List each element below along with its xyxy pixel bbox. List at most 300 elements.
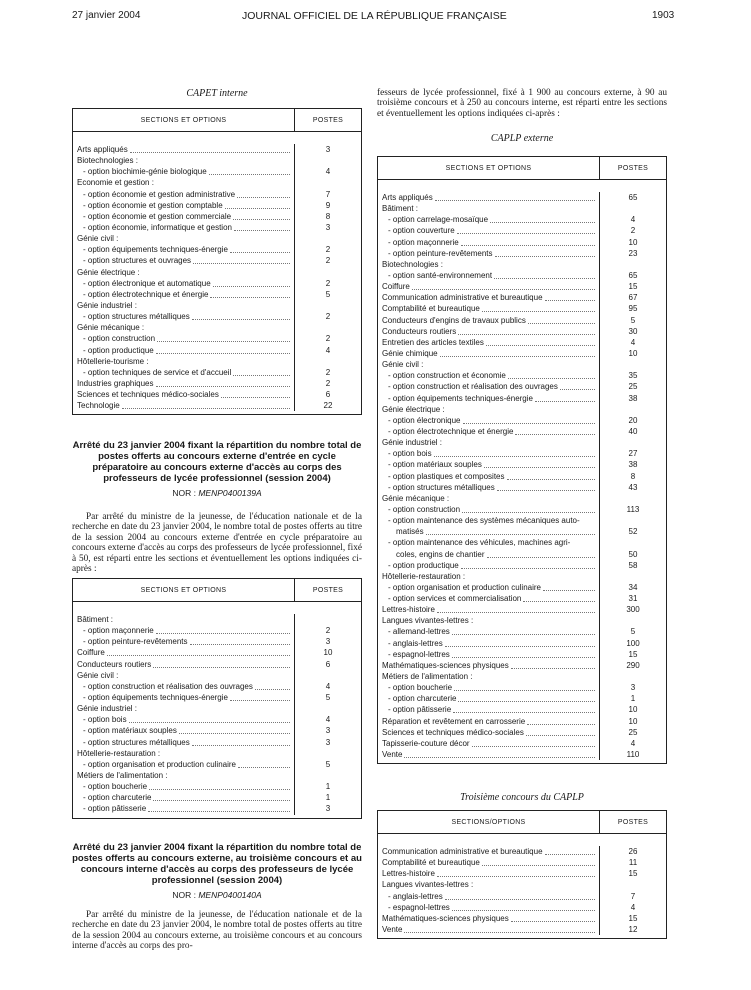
row-value: 40 xyxy=(628,426,638,436)
row-label: - option structures et ouvrages xyxy=(83,256,192,266)
row-value xyxy=(600,671,666,682)
row-label: Sciences et techniques médico-sociales xyxy=(382,727,524,737)
dot-leader xyxy=(461,237,595,246)
table-row xyxy=(77,278,290,289)
row-label: - option matériaux souples xyxy=(388,460,482,470)
dot-leader xyxy=(237,189,290,198)
table1-col-sections: SECTIONS ET OPTIONS xyxy=(73,109,295,131)
table-row xyxy=(77,155,290,166)
table-row xyxy=(77,267,290,278)
table-row xyxy=(77,255,290,266)
row-label: - option électrotechnique et énergie xyxy=(388,426,514,436)
table-row xyxy=(382,891,595,902)
table-row xyxy=(77,692,290,703)
dot-leader xyxy=(482,857,595,866)
row-label: Métiers de l'alimentation : xyxy=(77,770,168,780)
dot-leader xyxy=(129,714,290,723)
row-label: Hôtellerie-tourisme : xyxy=(77,356,149,366)
left-column xyxy=(72,88,362,99)
row-value: 11 xyxy=(628,858,638,868)
table-row xyxy=(382,593,595,604)
row-value xyxy=(600,359,666,370)
dot-leader xyxy=(452,626,595,635)
table-row xyxy=(77,333,290,344)
row-value xyxy=(295,748,361,759)
table-cycle-preparatoire xyxy=(72,578,362,819)
row-value: 2 xyxy=(325,256,331,266)
table-row xyxy=(382,604,595,615)
table-row xyxy=(382,203,595,214)
row-label: Communication administrative et bureautique xyxy=(382,847,543,856)
table-row xyxy=(77,681,290,692)
row-label: - option électronique xyxy=(388,415,461,425)
row-value: 15 xyxy=(628,649,638,659)
row-value: 43 xyxy=(628,482,638,492)
row-label: - option peinture-revêtements xyxy=(388,248,493,258)
table-row xyxy=(77,703,290,714)
row-value: 300 xyxy=(626,605,640,615)
row-value: 38 xyxy=(628,460,638,470)
row-label: Communication administrative et bureautique xyxy=(382,293,543,303)
table2-names xyxy=(73,614,295,815)
row-label: - option équipements techniques-énergie xyxy=(83,692,228,702)
table-row xyxy=(77,144,290,155)
row-label: Génie électrique : xyxy=(382,404,445,414)
row-value xyxy=(295,177,361,188)
table-row xyxy=(77,400,290,411)
row-label: coles, engins de chantier xyxy=(396,549,485,559)
row-label: - option structures métalliques xyxy=(388,482,495,492)
row-label: - option maintenance des systèmes mécaniques auto- xyxy=(388,516,580,526)
table-row xyxy=(382,393,595,404)
dot-leader xyxy=(437,868,595,877)
row-label: - option économie et gestion administrative xyxy=(83,189,236,199)
row-label: - option structures métalliques xyxy=(83,312,190,322)
row-value: 12 xyxy=(628,924,638,934)
row-label: - allemand-lettres xyxy=(388,627,450,637)
table4-col-postes: POSTES xyxy=(617,818,649,826)
row-label: Entretien des articles textiles xyxy=(382,337,484,347)
row-value xyxy=(600,879,666,890)
table-row xyxy=(382,571,595,582)
table-row xyxy=(382,727,595,738)
row-value: 34 xyxy=(628,582,638,592)
table-row xyxy=(77,300,290,311)
right-column xyxy=(377,88,667,144)
table-row xyxy=(77,625,290,636)
row-label: - option couverture xyxy=(388,226,455,236)
dot-leader xyxy=(543,582,595,591)
row-label: - option économie, informatique et gestion xyxy=(83,222,232,232)
table1-values xyxy=(295,144,361,411)
row-value: 3 xyxy=(325,804,331,814)
dot-leader xyxy=(156,625,290,634)
dot-leader xyxy=(437,604,595,613)
table-row xyxy=(382,459,595,470)
row-label: - option électrotechnique et énergie xyxy=(83,289,209,299)
table-row xyxy=(382,749,595,760)
row-label: Vente xyxy=(382,750,403,760)
row-label: - option boucherie xyxy=(388,683,453,693)
row-value: 23 xyxy=(628,248,638,258)
header-page-number: 1903 xyxy=(652,10,675,21)
arrete2-nor: NOR : MENP0400140A xyxy=(172,890,262,900)
dot-leader xyxy=(484,459,595,468)
row-label: - option équipements techniques-énergie xyxy=(83,245,228,255)
table-row xyxy=(382,693,595,704)
row-value: 58 xyxy=(628,560,638,570)
row-value: 2 xyxy=(325,278,331,288)
row-value: 65 xyxy=(628,193,638,202)
row-value: 100 xyxy=(626,638,640,648)
table-row xyxy=(77,647,290,658)
table-row xyxy=(382,337,595,348)
table-row xyxy=(77,367,290,378)
table-row xyxy=(382,248,595,259)
dot-leader xyxy=(192,737,290,746)
table-row xyxy=(382,415,595,426)
dot-leader xyxy=(148,803,290,812)
table-row xyxy=(77,200,290,211)
row-label: - option économie et gestion comptable xyxy=(83,200,223,210)
row-value: 35 xyxy=(628,371,638,381)
row-label: - option structures métalliques xyxy=(83,737,190,747)
table4-values xyxy=(600,846,666,935)
table-row xyxy=(382,404,595,415)
row-label: Hôtellerie-restauration : xyxy=(77,748,161,758)
row-label: - option services et commercialisation xyxy=(388,594,522,604)
row-value: 4 xyxy=(630,215,636,225)
row-label: Mathématiques-sciences physiques xyxy=(382,660,509,670)
row-value: 50 xyxy=(628,549,638,559)
table-row xyxy=(77,356,290,367)
row-label: matisés xyxy=(396,527,424,537)
row-value: 3 xyxy=(325,737,331,747)
table-row xyxy=(382,471,595,482)
dot-leader xyxy=(495,248,596,257)
table-row xyxy=(382,549,595,560)
table-row xyxy=(77,189,290,200)
table-row xyxy=(382,560,595,571)
dot-leader xyxy=(461,560,595,569)
table-row xyxy=(382,671,595,682)
dot-leader xyxy=(238,759,290,768)
table-row xyxy=(382,868,595,879)
table-row xyxy=(77,289,290,300)
table-row xyxy=(382,315,595,326)
row-value: 3 xyxy=(325,637,331,647)
row-value xyxy=(295,614,361,625)
table-row xyxy=(382,638,595,649)
dot-leader xyxy=(213,278,290,287)
table-row xyxy=(382,448,595,459)
dot-leader xyxy=(209,166,290,175)
row-value xyxy=(600,259,666,270)
table4-caption-wrap xyxy=(377,792,667,803)
table-row xyxy=(77,770,290,781)
arrete1-block xyxy=(72,440,362,574)
page-header xyxy=(0,10,751,24)
table-row xyxy=(382,326,595,337)
table-row xyxy=(382,738,595,749)
row-label: - option maçonnerie xyxy=(388,237,459,247)
header-date: 27 janvier 2004 xyxy=(72,10,141,21)
row-value: 52 xyxy=(628,527,638,537)
table-row xyxy=(77,345,290,356)
row-value: 4 xyxy=(325,167,331,177)
row-label: - option charcuterie xyxy=(388,694,457,704)
row-value: 2 xyxy=(325,378,331,388)
dot-leader xyxy=(107,647,290,656)
table-row xyxy=(77,244,290,255)
dot-leader xyxy=(490,214,595,223)
row-value: 6 xyxy=(325,659,331,669)
table-row xyxy=(382,225,595,236)
row-value: 22 xyxy=(323,401,333,411)
row-label: - option construction et économie xyxy=(388,371,506,381)
row-label: Industries graphiques xyxy=(77,378,154,388)
row-label: Génie mécanique : xyxy=(77,323,145,333)
row-label: Coiffure xyxy=(382,282,410,292)
row-label: Génie chimique xyxy=(382,348,438,358)
row-label: Economie et gestion : xyxy=(77,178,154,188)
row-value: 5 xyxy=(630,627,636,637)
row-label: Tapisserie-couture décor xyxy=(382,738,470,748)
dot-leader xyxy=(507,471,595,480)
row-label: Langues vivantes-lettres : xyxy=(382,880,474,890)
table-row xyxy=(382,846,595,857)
table-row xyxy=(382,292,595,303)
table-row xyxy=(382,902,595,913)
row-label: - option économie et gestion commerciale xyxy=(83,211,232,221)
table-row xyxy=(77,177,290,188)
row-label: - option construction xyxy=(83,334,156,344)
row-label: Biotechnologies : xyxy=(382,259,443,269)
row-label: - option carrelage-mosaïque xyxy=(388,215,489,225)
row-label: Génie industriel : xyxy=(77,300,138,310)
row-label: Génie industriel : xyxy=(382,438,443,448)
row-value xyxy=(295,267,361,278)
table-row xyxy=(382,426,595,437)
table-row xyxy=(382,281,595,292)
row-label: Bâtiment : xyxy=(382,204,419,214)
row-value xyxy=(600,537,666,548)
table-row xyxy=(382,303,595,314)
row-label: - anglais-lettres xyxy=(388,638,443,648)
table-row xyxy=(77,714,290,725)
row-label: Comptabilité et bureautique xyxy=(382,304,480,314)
table-row xyxy=(382,359,595,370)
dot-leader xyxy=(130,144,290,153)
dot-leader xyxy=(440,348,595,357)
table-row xyxy=(382,526,595,537)
table-row xyxy=(77,166,290,177)
table-row xyxy=(382,270,595,281)
table-row xyxy=(77,803,290,814)
table-row xyxy=(382,924,595,935)
row-value: 3 xyxy=(325,145,331,154)
dot-leader xyxy=(487,549,596,558)
table-row xyxy=(382,192,595,203)
dot-leader xyxy=(149,781,290,790)
dot-leader xyxy=(511,913,595,922)
row-label: Coiffure xyxy=(77,648,105,658)
row-value: 38 xyxy=(628,393,638,403)
dot-leader xyxy=(230,692,290,701)
row-value: 1 xyxy=(325,793,331,803)
row-value xyxy=(600,404,666,415)
dot-leader xyxy=(255,681,290,690)
dot-leader xyxy=(511,660,595,669)
table-row xyxy=(382,537,595,548)
dot-leader xyxy=(156,345,290,354)
dot-leader xyxy=(494,270,595,279)
dot-leader xyxy=(153,659,290,668)
row-label: Lettres-histoire xyxy=(382,869,435,879)
row-value xyxy=(295,233,361,244)
row-label: - option construction xyxy=(388,504,461,514)
dot-leader xyxy=(210,289,290,298)
table2-col-postes: POSTES xyxy=(312,586,344,594)
dot-leader xyxy=(515,426,595,435)
row-value: 31 xyxy=(628,594,638,604)
table-row xyxy=(77,389,290,400)
table-row xyxy=(382,913,595,924)
table-row xyxy=(382,348,595,359)
table-row xyxy=(77,781,290,792)
table-row xyxy=(77,748,290,759)
row-label: Génie mécanique : xyxy=(382,493,450,503)
dot-leader xyxy=(508,370,595,379)
row-label: - option boucherie xyxy=(83,782,148,792)
row-value: 2 xyxy=(630,226,636,236)
dot-leader xyxy=(230,244,290,253)
dot-leader xyxy=(457,225,595,234)
row-value: 2 xyxy=(325,312,331,322)
row-value xyxy=(600,493,666,504)
row-value xyxy=(295,322,361,333)
arrete2-block xyxy=(72,842,362,952)
row-label: Hôtellerie-restauration : xyxy=(382,571,466,581)
row-value: 4 xyxy=(325,715,331,725)
row-label: - option productique xyxy=(83,345,154,355)
table-row xyxy=(382,259,595,270)
row-value: 9 xyxy=(325,200,331,210)
dot-leader xyxy=(445,638,595,647)
dot-leader xyxy=(560,381,595,390)
row-label: Lettres-histoire xyxy=(382,605,435,615)
row-value: 110 xyxy=(626,750,640,760)
row-value: 7 xyxy=(325,189,331,199)
row-label: Génie électrique : xyxy=(77,267,140,277)
table-troisieme-concours xyxy=(377,810,667,939)
row-label: Comptabilité et bureautique xyxy=(382,858,480,868)
row-label: Réparation et revêtement en carrosserie xyxy=(382,716,526,726)
table-row xyxy=(382,482,595,493)
row-value: 4 xyxy=(325,681,331,691)
table-row xyxy=(382,504,595,515)
dot-leader xyxy=(157,333,290,342)
table-row xyxy=(77,322,290,333)
table3-header xyxy=(378,157,666,180)
row-value xyxy=(295,300,361,311)
table-row xyxy=(382,704,595,715)
dot-leader xyxy=(458,693,595,702)
row-label: - option matériaux souples xyxy=(83,726,177,736)
dot-leader xyxy=(486,337,595,346)
row-label: Langues vivantes-lettres : xyxy=(382,616,474,626)
table-row xyxy=(382,493,595,504)
dot-leader xyxy=(445,891,595,900)
row-value: 10 xyxy=(323,648,333,658)
table1-caption: CAPET interne xyxy=(186,88,248,99)
dot-leader xyxy=(528,315,595,324)
row-value: 15 xyxy=(628,282,638,292)
arrete2-title: Arrêté du 23 janvier 2004 fixant la répartition du nombre total de postes offerts au concours externe, au troisième concours et au concours interne d'accès au corps des professeurs de lycée professionnel (session 2004) xyxy=(72,842,362,886)
dot-leader xyxy=(412,281,595,290)
row-value: 25 xyxy=(628,382,638,392)
row-value: 2 xyxy=(325,334,331,344)
table3-caption: CAPLP externe xyxy=(490,133,554,145)
row-value: 15 xyxy=(628,913,638,923)
dot-leader xyxy=(221,389,290,398)
table-row xyxy=(77,659,290,670)
table-row xyxy=(77,670,290,681)
row-value xyxy=(295,703,361,714)
row-label: - option maçonnerie xyxy=(83,626,154,636)
row-label: - option bois xyxy=(388,449,432,459)
dot-leader xyxy=(156,378,291,387)
dot-leader xyxy=(452,902,595,911)
table4-col-sections: SECTIONS/OPTIONS xyxy=(378,811,600,833)
table4-caption: Troisième concours du CAPLP xyxy=(460,792,584,803)
row-value: 65 xyxy=(628,270,638,280)
row-value xyxy=(600,571,666,582)
table-row xyxy=(77,222,290,233)
row-label: - option électronique et automatique xyxy=(83,278,211,288)
row-label: - option organisation et production culinaire xyxy=(388,582,541,592)
row-value xyxy=(600,515,666,526)
row-value: 113 xyxy=(626,504,640,514)
dot-leader xyxy=(462,504,595,513)
row-label: Biotechnologies : xyxy=(77,156,138,166)
table-row xyxy=(77,792,290,803)
table1-header xyxy=(73,109,361,132)
dot-leader xyxy=(404,924,595,933)
table2-values xyxy=(295,614,361,815)
row-label: - option plastiques et composites xyxy=(388,471,505,481)
row-value: 4 xyxy=(630,337,636,347)
row-label: Arts appliqués xyxy=(382,193,433,202)
table-row xyxy=(382,370,595,381)
row-value xyxy=(295,155,361,166)
row-value: 5 xyxy=(325,692,331,702)
row-value: 3 xyxy=(325,726,331,736)
dot-leader xyxy=(190,636,291,645)
row-label: Bâtiment : xyxy=(77,615,114,624)
table2-header xyxy=(73,579,361,602)
dot-leader xyxy=(193,255,290,264)
table-row xyxy=(77,614,290,625)
dot-leader xyxy=(179,725,290,734)
row-value: 20 xyxy=(628,415,638,425)
row-label: Conducteurs d'engins de travaux publics xyxy=(382,315,526,325)
dot-leader xyxy=(482,303,595,312)
row-label: - option pâtisserie xyxy=(388,705,452,715)
dot-leader xyxy=(527,716,595,725)
row-value: 26 xyxy=(628,847,638,856)
row-value xyxy=(295,670,361,681)
